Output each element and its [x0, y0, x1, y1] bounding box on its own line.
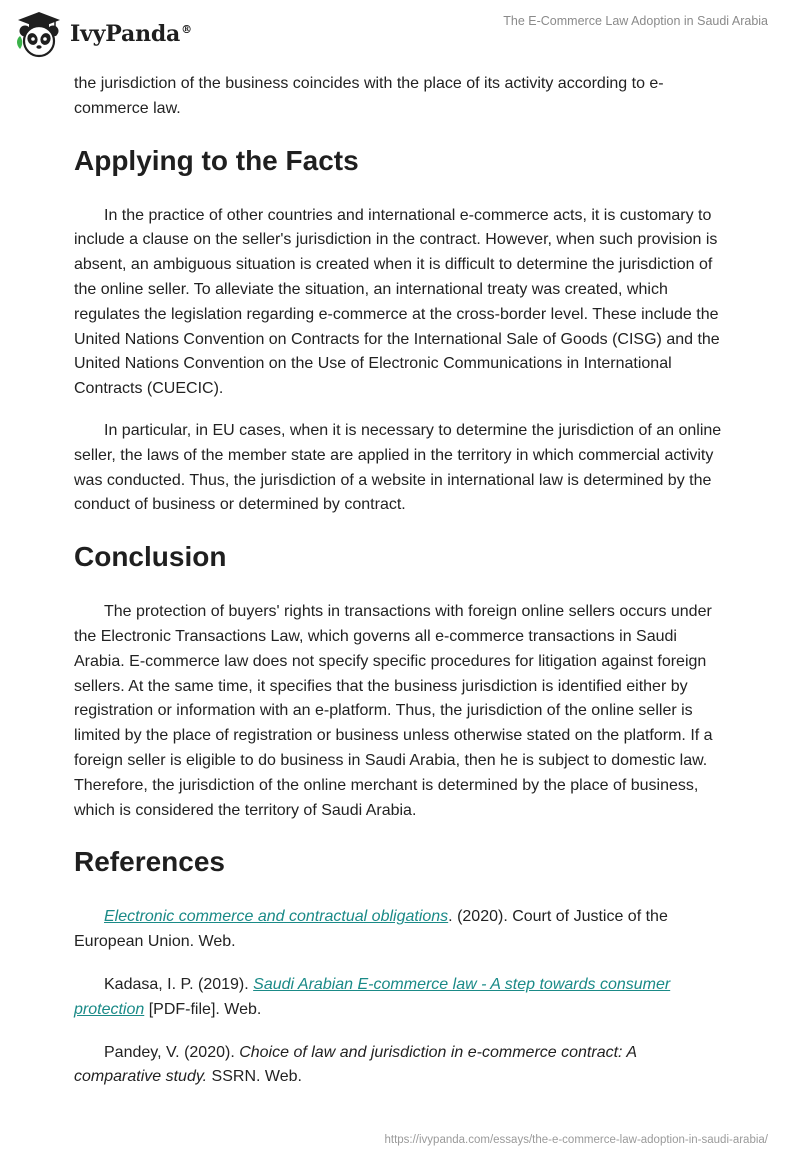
reference-prefix: Pandey, V. (2020). [104, 1043, 240, 1061]
reference-item [74, 1041, 724, 1091]
document-title: The E-Commerce Law Adoption in Saudi Arabia [503, 14, 768, 28]
logo-text [70, 21, 192, 47]
paragraph: In the practice of other countries and international e-commerce acts, it is customary to include a clause on the seller's jurisdiction in the contract. However, when such provision is absent, an ambiguous situation is created when it is difficult to determine the jurisdiction of the online seller. To alleviate the situation, an international treaty was created, which regulates the legislation regarding e-commerce at the cross-border level. These include the United Nations Convention on Contracts for the International Sale of Goods (CISG) and the United Nations Convention on the Use of Electronic Communications in International Contracts (CUECIC). [74, 206, 720, 398]
reference-suffix: SSRN. Web. [207, 1068, 302, 1086]
reference-prefix: Kadasa, I. P. (2019). [104, 975, 254, 993]
paragraph: The protection of buyers' rights in transactions with foreign online sellers occurs under the Electronic Transactions Law, which governs all e-commerce transactions in Saudi Arabia. E-commerce law does not specify specific procedures for litigation against foreign sellers. At the same time, it specifies that the business jurisdiction is identified either by registration or information with an e-platform. Thus, the jurisdiction of the online seller is limited by the place of registration or business unless otherwise stated on the platform. If a foreign seller is eligible to do business in Saudi Arabia, then he is subject to domestic law. Therefore, the jurisdiction of the online merchant is determined by the place of business, which is considered the territory of Saudi Arabia. [74, 603, 713, 819]
heading-applying-to-the-facts: Applying to the Facts [74, 144, 359, 176]
page-header [0, 0, 800, 64]
logo[interactable] [14, 9, 192, 59]
lead-paragraph: the jurisdiction of the business coincides with the place of its activity according to e-commerce law. [74, 75, 664, 117]
reference-link[interactable]: Saudi Arabian E-commerce law - A step towards consumer protection [74, 975, 671, 1018]
heading-conclusion: Conclusion [74, 541, 227, 573]
reference-suffix: [PDF-file]. Web. [144, 1000, 262, 1018]
reference-link[interactable]: Electronic commerce and contractual obligations [104, 908, 449, 926]
reference-title: Choice of law and jurisdiction in e-commerce contract: A comparative study. [74, 1043, 637, 1086]
reference-suffix: . (2020). Court of Justice of the European Union. Web. [74, 908, 668, 951]
paragraph: In particular, in EU cases, when it is necessary to determine the jurisdiction of an online seller, the laws of the member state are applied in the territory in which commercial activity was conducted. Thus, the jurisdiction of a website in international law is determined by the conduct of business or determined by contract. [74, 421, 722, 514]
reference-item [74, 973, 724, 1023]
heading-references: References [74, 846, 225, 878]
document-body [74, 72, 724, 1108]
registered-mark: ® [181, 22, 192, 36]
panda-graduate-logo-icon [14, 9, 64, 59]
reference-item [74, 905, 724, 955]
footer-url[interactable]: https://ivypanda.com/essays/the-e-commerce-law-adoption-in-saudi-arabia/ [384, 1134, 768, 1146]
logo-name: IvyPanda [70, 21, 181, 47]
